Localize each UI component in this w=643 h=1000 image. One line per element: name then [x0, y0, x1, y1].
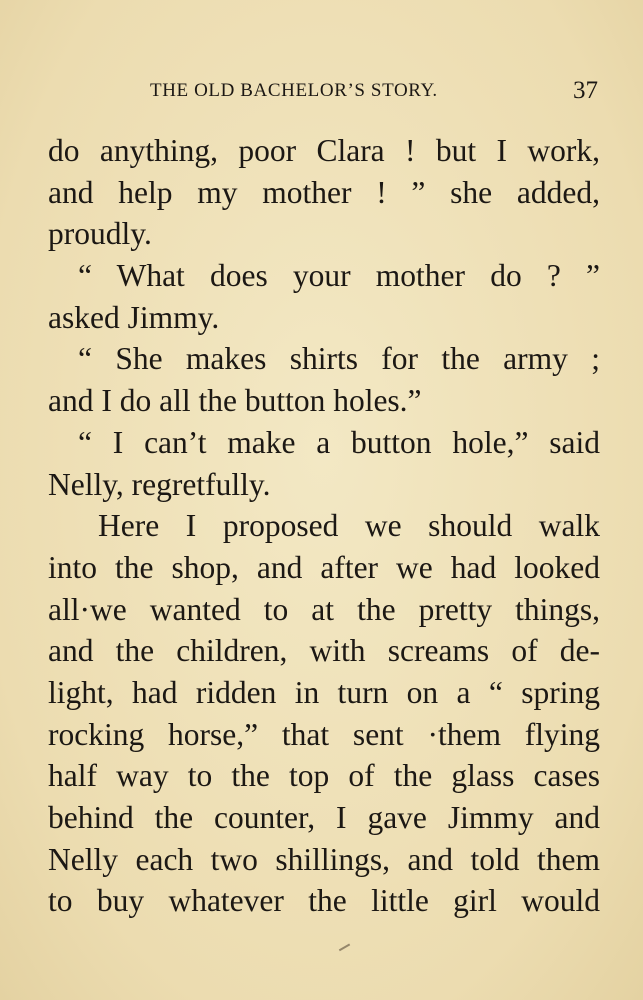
running-title: THE OLD BACHELOR’S STORY.: [150, 80, 438, 101]
text-line: do anything, poor Clara ! but I work,: [48, 133, 600, 168]
text-line: Nelly each two shillings, and told them: [48, 841, 600, 877]
text-line: behind the counter, I gave Jimmy and: [48, 800, 600, 835]
text-line: and help my mother ! ” she added,: [48, 174, 600, 210]
text-line: Nelly, regretfully.: [48, 466, 271, 502]
book-page: [48, 0, 600, 1000]
text-line: Here I proposed we should walk: [98, 508, 600, 544]
text-line: half way to the top of the glass cases: [48, 758, 600, 794]
text-line: “ She makes shirts for the army ;: [78, 341, 600, 377]
text-line: light, had ridden in turn on a “ spring: [48, 674, 600, 710]
text-line: into the shop, and after we had looked: [48, 549, 600, 585]
page-header: [48, 77, 600, 110]
page-number: 37: [573, 77, 598, 104]
body-text: [48, 130, 600, 922]
text-line: proudly.: [48, 216, 152, 252]
text-line: to buy whatever the little girl would: [48, 883, 600, 919]
text-line: asked Jimmy.: [48, 299, 220, 335]
text-line: “ What does your mother do ? ”: [78, 258, 600, 294]
text-line: “ I can’t make a button hole,” said: [78, 424, 600, 460]
text-line: and I do all the button holes.”: [48, 383, 422, 419]
text-line: and the children, with screams of de-: [48, 633, 600, 669]
text-line: all·we wanted to at the pretty things,: [48, 591, 600, 627]
text-line: rocking horse,” that sent ·them flying: [48, 716, 600, 752]
